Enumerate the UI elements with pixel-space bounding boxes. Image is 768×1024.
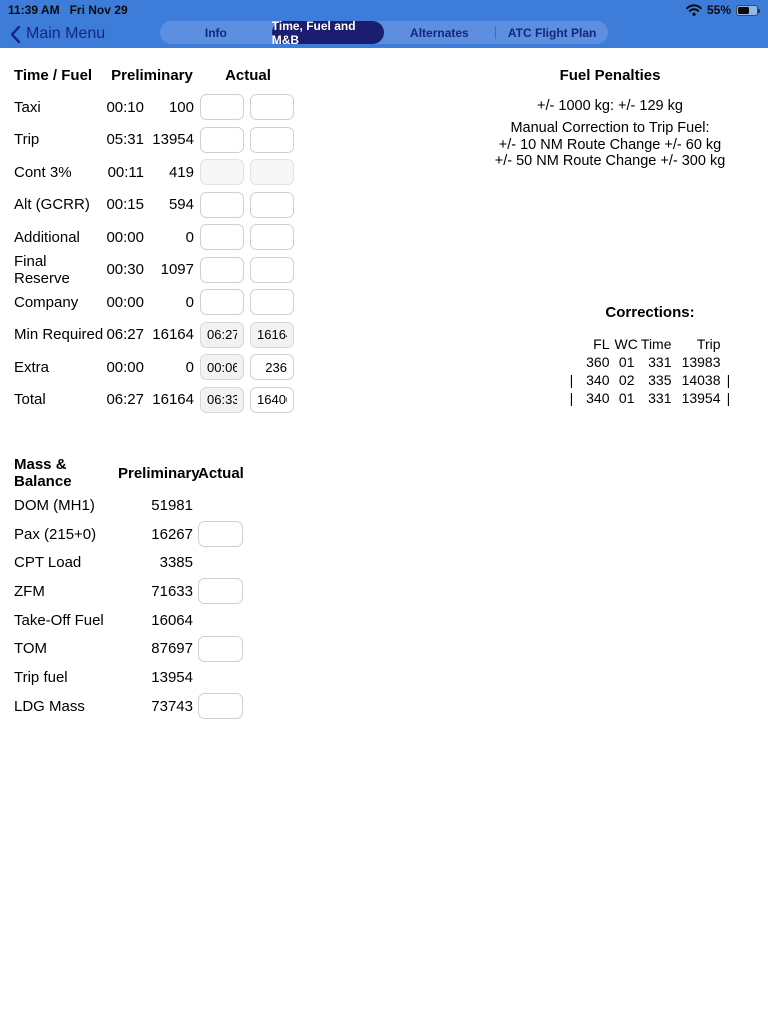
corrections-col-wc: WC — [614, 336, 638, 352]
table-row-final-reserve — [14, 254, 298, 287]
fuel-penalties-section — [455, 66, 765, 170]
table-row-zfm — [14, 577, 243, 606]
preliminary-time: 00:00 — [106, 358, 144, 376]
actual-time-input — [200, 322, 244, 348]
top-bar — [0, 0, 768, 48]
preliminary-value: 87697 — [151, 640, 193, 658]
actual-fuel-input[interactable] — [250, 387, 294, 413]
table-row-total — [14, 384, 298, 417]
corrections-row: | 340 02 335 14038 | — [569, 372, 731, 388]
preliminary-time: 06:27 — [106, 326, 144, 344]
actual-fuel-input[interactable] — [250, 257, 294, 283]
row-label: ZFM — [14, 582, 45, 600]
actual-fuel-input[interactable] — [250, 224, 294, 250]
preliminary-time: 00:30 — [106, 261, 144, 279]
preliminary-fuel: 0 — [185, 228, 194, 246]
tab-time-fuel-mb[interactable] — [271, 18, 384, 47]
table-row-cont — [14, 156, 298, 189]
preliminary-fuel: 100 — [168, 98, 194, 116]
tab-info-label: Info — [204, 25, 227, 40]
preliminary-time: 05:31 — [106, 131, 144, 149]
battery-icon — [736, 5, 758, 16]
actual-time-input[interactable] — [200, 127, 244, 153]
actual-fuel-input — [250, 159, 294, 185]
tab-bar — [160, 18, 608, 47]
corrections-row: | 340 01 331 13954 | — [569, 390, 731, 406]
status-right — [686, 3, 760, 17]
row-label: Additional — [14, 228, 80, 246]
fl-value: 340 — [586, 390, 610, 406]
preliminary-fuel: 594 — [168, 196, 194, 214]
actual-time-input[interactable] — [200, 289, 244, 315]
actual-fuel-input[interactable] — [250, 354, 294, 380]
actual-fuel-input[interactable] — [250, 94, 294, 120]
actual-time-input — [200, 387, 244, 413]
row-label: Cont 3% — [14, 163, 72, 181]
actual-value-input[interactable] — [198, 578, 243, 604]
status-time: 11:39 AM — [8, 3, 60, 17]
preliminary-value: 16064 — [151, 611, 193, 629]
preliminary-fuel: 419 — [168, 163, 194, 181]
trip-value: 14038 — [681, 372, 721, 388]
row-label: LDG Mass — [14, 697, 85, 715]
actual-time-input[interactable] — [200, 94, 244, 120]
mass-balance-title: Mass & Balance — [14, 456, 72, 490]
corrections-header-row — [540, 335, 760, 353]
row-label: Extra — [14, 358, 50, 376]
table-row-ldg-mass — [14, 692, 243, 721]
mass-balance-header — [14, 456, 244, 490]
row-label: Taxi — [14, 98, 41, 116]
actual-time-input — [200, 159, 244, 185]
preliminary-value: 13954 — [151, 668, 193, 686]
time-fuel-section — [14, 64, 298, 416]
wc-value: 01 — [618, 390, 635, 406]
corrections-title: Corrections: — [605, 304, 695, 321]
actual-value-input[interactable] — [198, 636, 243, 662]
preliminary-value: 3385 — [159, 554, 193, 572]
actual-column-header: Actual — [198, 464, 244, 482]
actual-time-input[interactable] — [200, 224, 244, 250]
status-date: Fri Nov 29 — [69, 3, 128, 17]
table-row-tom — [14, 634, 243, 663]
back-button[interactable] — [10, 20, 105, 48]
preliminary-fuel: 1097 — [160, 261, 194, 279]
route-change-10nm: +/- 10 NM Route Change +/- 60 kg — [498, 136, 722, 153]
table-row-pax — [14, 520, 243, 549]
status-bar — [0, 0, 768, 20]
row-label: Company — [14, 293, 79, 311]
preliminary-value: 73743 — [151, 697, 193, 715]
chevron-left-icon — [10, 25, 21, 44]
preliminary-column-header: Preliminary — [118, 464, 200, 482]
actual-fuel-input — [250, 322, 294, 348]
preliminary-time: 00:00 — [106, 228, 144, 246]
row-label: Alt (GCRR) — [14, 196, 90, 214]
preliminary-fuel: 16164 — [152, 391, 194, 409]
preliminary-time: 00:15 — [106, 196, 144, 214]
preliminary-column-header: Preliminary — [111, 66, 193, 84]
mass-balance-section — [14, 456, 244, 721]
actual-time-input — [200, 354, 244, 380]
back-button-label: Main Menu — [26, 25, 106, 42]
row-label: TOM — [14, 640, 48, 658]
route-change-50nm: +/- 50 NM Route Change +/- 300 kg — [494, 153, 726, 169]
fuel-penalties-title: Fuel Penalties — [559, 67, 661, 84]
corrections-table — [540, 335, 760, 407]
table-row-additional — [14, 221, 298, 254]
corrections-section — [540, 304, 760, 407]
actual-fuel-input[interactable] — [250, 192, 294, 218]
table-row-alternate — [14, 189, 298, 222]
table-row-cpt-load — [14, 548, 243, 577]
preliminary-time: 06:27 — [106, 391, 144, 409]
preliminary-fuel: 16164 — [152, 326, 194, 344]
wifi-icon — [686, 4, 702, 16]
trip-value: 13954 — [681, 390, 721, 406]
fl-value: 340 — [586, 372, 610, 388]
row-label: Trip — [14, 131, 40, 149]
table-row-dom — [14, 491, 243, 520]
actual-fuel-input[interactable] — [250, 127, 294, 153]
corrections-row — [540, 353, 760, 371]
table-row-min-required — [14, 319, 298, 352]
time-value: 331 — [648, 354, 672, 370]
nav-bar — [0, 20, 768, 48]
table-row-extra — [14, 351, 298, 384]
row-label: CPT Load — [14, 554, 82, 572]
preliminary-time: 00:10 — [106, 98, 144, 116]
table-row-takeoff-fuel — [14, 606, 243, 635]
manual-correction-label: Manual Correction to Trip Fuel: — [510, 120, 710, 136]
status-left — [8, 3, 128, 17]
time-fuel-rows — [14, 91, 298, 416]
preliminary-value: 51981 — [151, 496, 193, 514]
wc-value: 02 — [618, 372, 635, 388]
actual-time-input[interactable] — [200, 257, 244, 283]
table-row-company — [14, 286, 298, 319]
actual-fuel-input[interactable] — [250, 289, 294, 315]
preliminary-fuel: 13954 — [152, 131, 194, 149]
row-label: Pax (215+0) — [14, 525, 97, 543]
tab-alternates[interactable] — [384, 21, 496, 44]
time-value: 331 — [648, 390, 672, 406]
actual-column-header: Actual — [225, 66, 271, 84]
table-row-taxi — [14, 91, 298, 124]
tab-alternates-label: Alternates — [410, 25, 469, 40]
time-value: 335 — [648, 372, 672, 388]
table-row-trip-fuel — [14, 663, 243, 692]
tab-atc-flight-plan-label: ATC Flight Plan — [507, 25, 597, 40]
row-label: Min Required — [14, 326, 104, 344]
preliminary-fuel: 0 — [185, 293, 194, 311]
mass-balance-rows — [14, 491, 243, 721]
time-fuel-header — [14, 64, 298, 86]
tab-info[interactable] — [160, 21, 272, 44]
row-label: Final Reserve — [14, 252, 70, 287]
corrections-col-time: Time — [640, 336, 672, 352]
corrections-col-fl: FL — [593, 336, 610, 352]
preliminary-value: 16267 — [151, 525, 193, 543]
wc-value: 01 — [618, 354, 635, 370]
battery-percent: 55% — [706, 3, 731, 17]
table-row-trip — [14, 124, 298, 157]
preliminary-time: 00:00 — [106, 293, 144, 311]
actual-value-input[interactable] — [198, 521, 243, 547]
row-label: Total — [14, 391, 46, 409]
corrections-col-trip: Trip — [696, 336, 721, 352]
actual-time-input[interactable] — [200, 192, 244, 218]
preliminary-fuel: 0 — [185, 358, 194, 376]
trip-value: 13983 — [681, 354, 721, 370]
tab-atc-flight-plan[interactable] — [496, 21, 608, 44]
time-fuel-title: Time / Fuel — [14, 66, 93, 84]
row-label: Trip fuel — [14, 668, 68, 686]
row-label: Take-Off Fuel — [14, 611, 104, 629]
actual-value-input[interactable] — [198, 693, 243, 719]
preliminary-time: 00:11 — [107, 163, 144, 181]
preliminary-value: 71633 — [151, 582, 193, 600]
fl-value: 360 — [586, 354, 610, 370]
fuel-penalty-rate: +/- 1000 kg: +/- 129 kg — [537, 98, 683, 114]
tab-time-fuel-mb-label: Time, Fuel and M&B — [271, 18, 356, 47]
row-label: DOM (MH1) — [14, 496, 95, 514]
